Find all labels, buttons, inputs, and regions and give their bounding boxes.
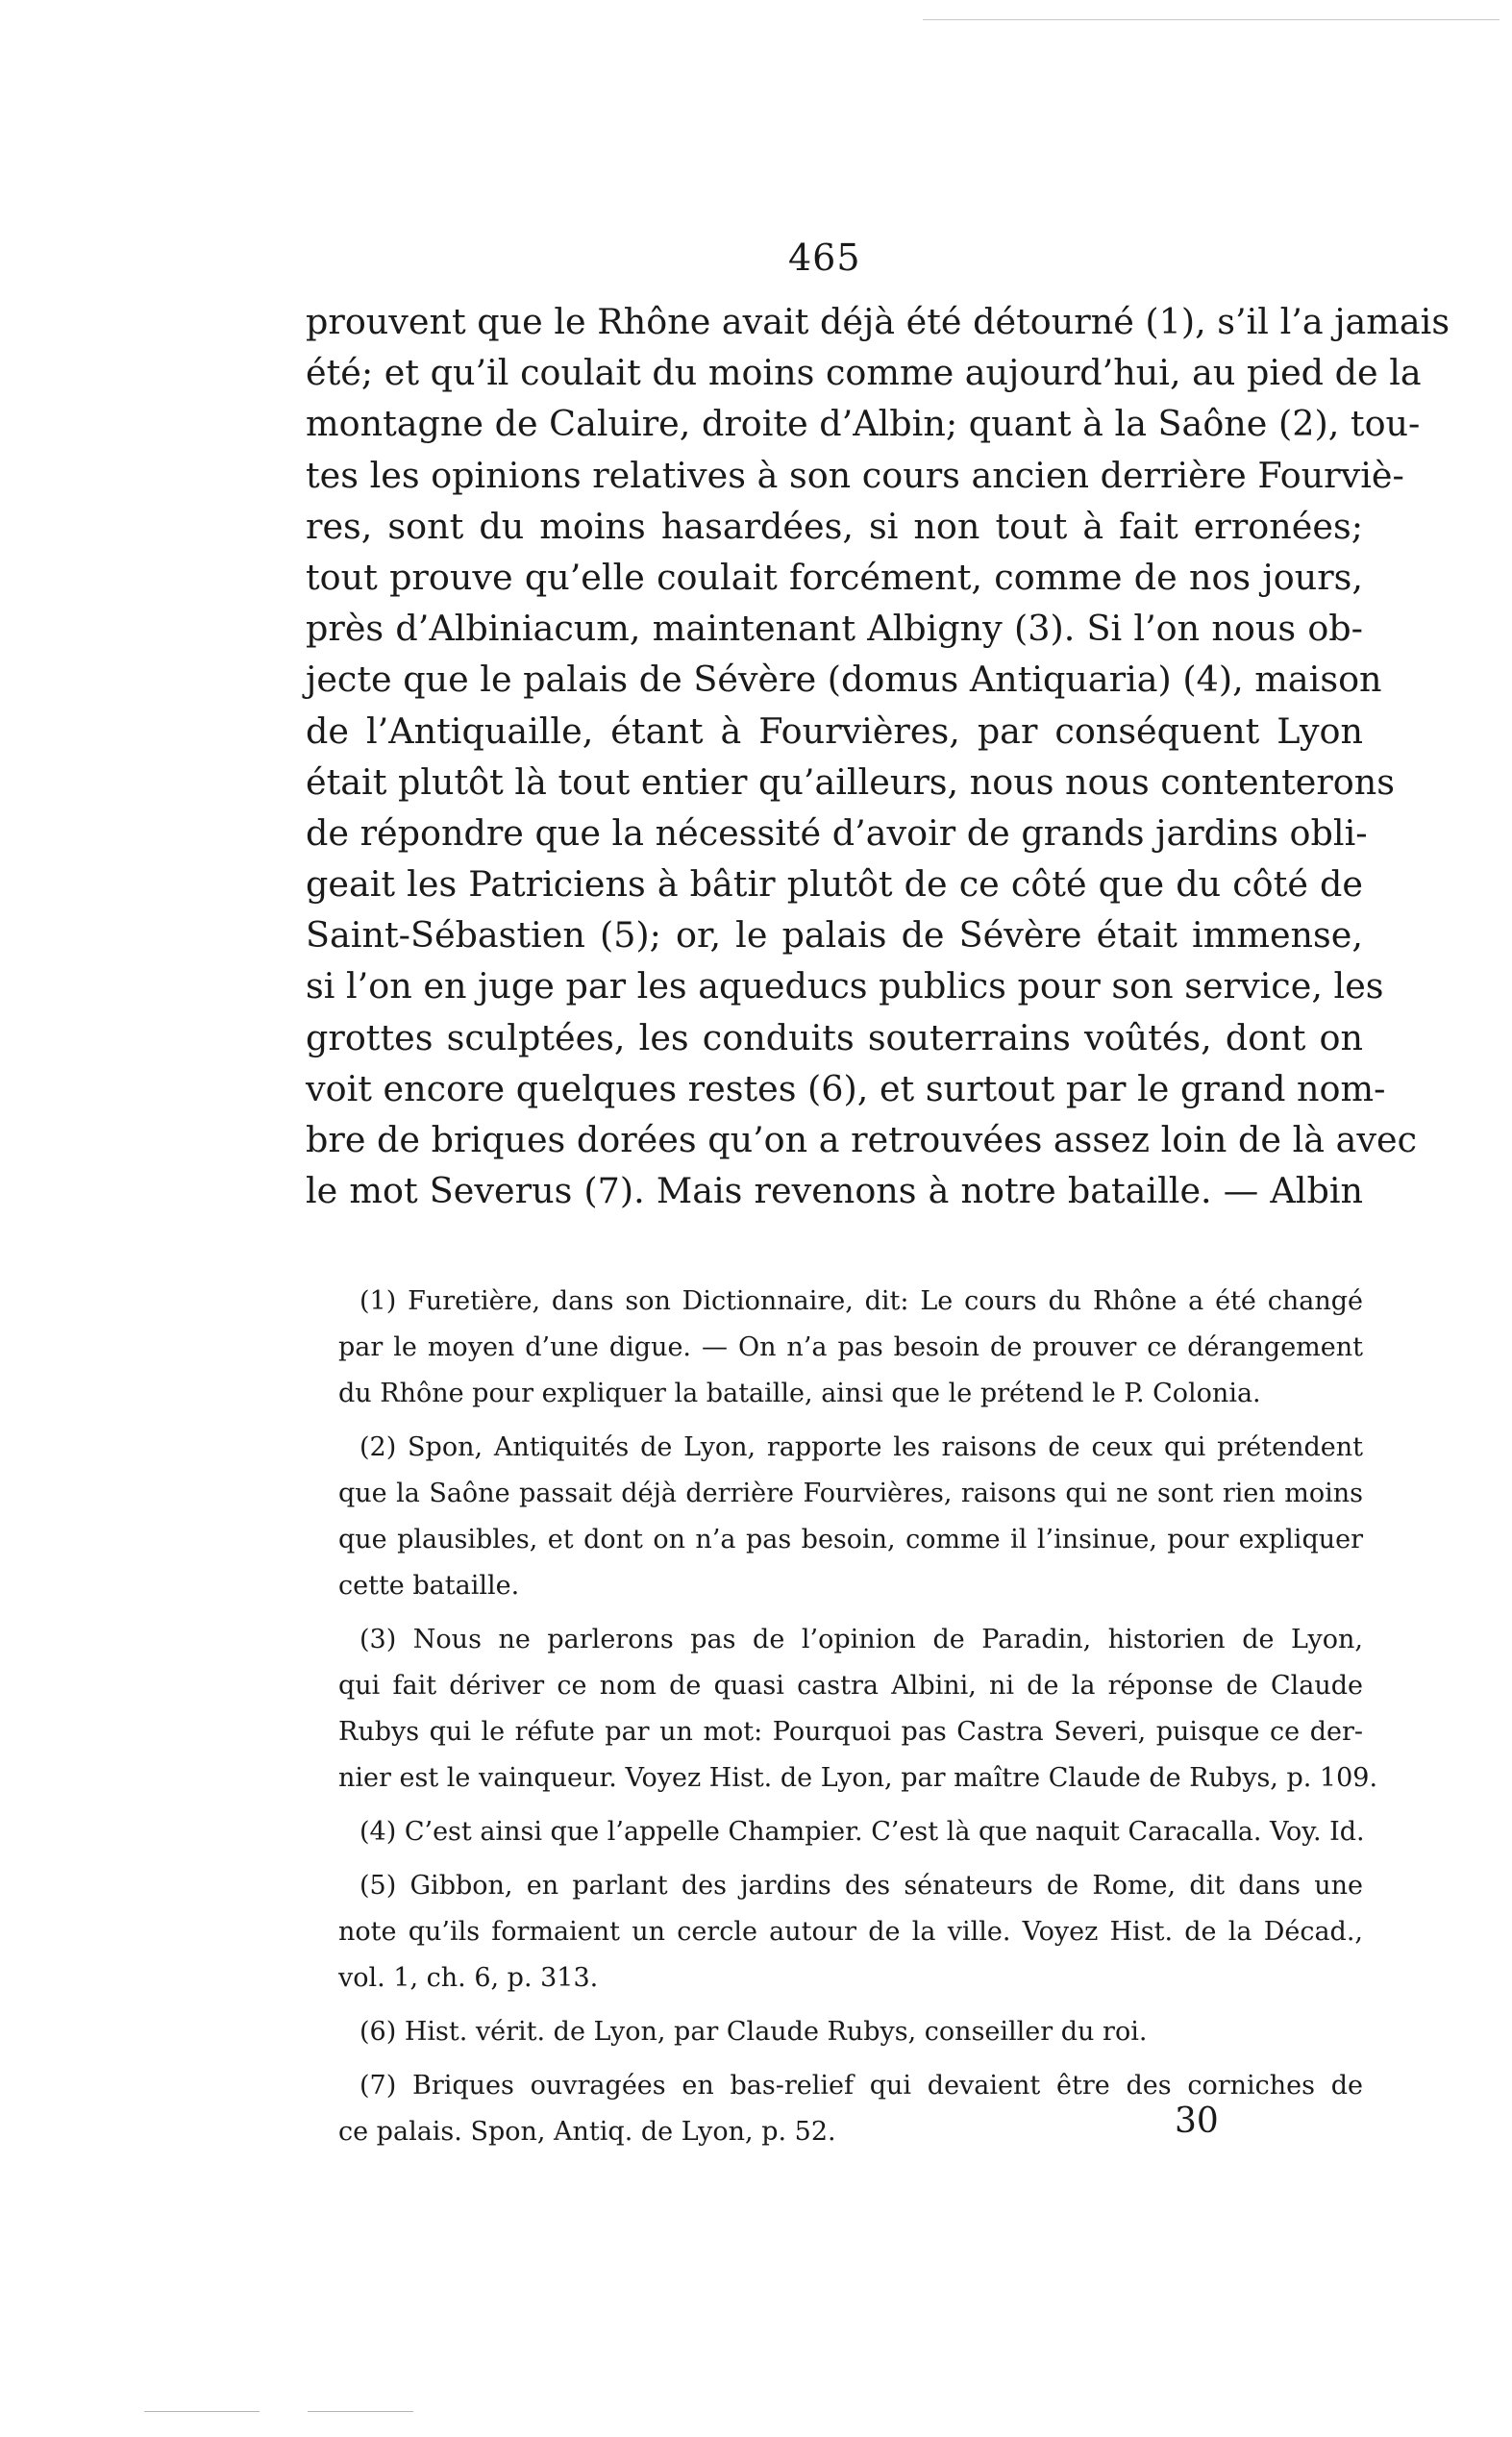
footnote-4 xyxy=(338,1809,1363,1855)
text-line: Saint-Sébastien (5); or, le palais de Sévère était immense, xyxy=(306,914,1363,957)
footnote-5 xyxy=(338,1863,1363,2002)
text-line: grottes sculptées, les conduits souterrains voûtés, dont on xyxy=(306,1016,1363,1058)
text-line: de l’Antiquaille, étant à Fourvières, par conséquent Lyon xyxy=(306,709,1363,752)
text-line: près d’Albiniacum, maintenant Albigny (3). Si l’on nous ob- xyxy=(306,608,1363,650)
footnote-1 xyxy=(338,1279,1363,1417)
main-text-body xyxy=(306,296,1450,1216)
text-line: geait les Patriciens à bâtir plutôt de ce côté que du côté de xyxy=(306,863,1363,906)
footnote-line: (5) Gibbon, en parlant des jardins des sénateurs de Rome, dit dans une xyxy=(359,1871,1363,1901)
text-line: res, sont du moins hasardées, si non tout à fait erronées; xyxy=(306,505,1363,547)
footnote-2 xyxy=(338,1425,1363,1609)
text-line: jecte que le palais de Sévère (domus Antiquaria) (4), maison xyxy=(306,659,1382,701)
text-line: montagne de Caluire, droite d’Albin; quant à la Saône (2), tou- xyxy=(306,403,1421,445)
text-line: si l’on en juge par les aqueducs publics pour son service, les xyxy=(306,965,1384,1007)
footnote-line: qui fait dériver ce nom de quasi castra Albini, ni de la réponse de Claude xyxy=(338,1671,1363,1701)
page-number: 465 xyxy=(788,236,861,279)
text-line: prouvent que le Rhône avait déjà été détourné (1), s’il l’a jamais xyxy=(306,301,1450,342)
footnote-line: Rubys qui le réfute par un mot: Pourquoi pas Castra Severi, puisque ce der- xyxy=(338,1717,1363,1747)
text-line: était plutôt là tout entier qu’ailleurs, nous nous contenterons xyxy=(306,760,1396,803)
footnote-3 xyxy=(338,1617,1378,1802)
footnote-line: (7) Briques ouvragées en bas-relief qui devaient être des corniches de xyxy=(359,2071,1363,2101)
signature-mark: 30 xyxy=(1175,2101,1219,2141)
text-line: tes les opinions relatives à son cours ancien derrière Fourviè- xyxy=(306,454,1404,496)
bottom-edge-mark xyxy=(144,2411,260,2412)
footnote-line: (3) Nous ne parlerons pas de l’opinion de Paradin, historien de Lyon, xyxy=(359,1625,1363,1654)
footnotes xyxy=(338,1279,1378,2163)
footnote-line: ce palais. Spon, Antiq. de Lyon, p. 52. xyxy=(338,2117,836,2147)
text-line: voit encore quelques restes (6), et surtout par le grand nom- xyxy=(306,1067,1386,1109)
footnote-line: du Rhône pour expliquer la bataille, ainsi que le prétend le P. Colonia. xyxy=(338,1379,1261,1408)
footnote-6 xyxy=(338,2009,1363,2055)
footnote-line: que plausibles, et dont on n’a pas besoin, comme il l’insinue, pour expliquer xyxy=(338,1525,1363,1554)
text-line: bre de briques dorées qu’on a retrouvées assez loin de là avec xyxy=(306,1119,1418,1160)
footnote-line: cette bataille. xyxy=(338,1571,520,1601)
footnote-line: note qu’ils formaient un cercle autour de la ville. Voyez Hist. de la Décad., xyxy=(338,1917,1363,1947)
footnote-line: par le moyen d’une digue. — On n’a pas besoin de prouver ce dérangement xyxy=(338,1332,1363,1362)
footnote-line: (4) C’est ainsi que l’appelle Champier. C’est là que naquit Caracalla. Voy. Id. xyxy=(359,1817,1365,1847)
footnote-line: vol. 1, ch. 6, p. 313. xyxy=(338,1963,599,1993)
top-edge-mark xyxy=(923,19,1500,20)
text-line: de répondre que la nécessité d’avoir de grands jardins obli- xyxy=(306,811,1368,854)
text-line: le mot Severus (7). Mais revenons à notre bataille. — Albin xyxy=(306,1170,1363,1212)
footnote-line: (6) Hist. vérit. de Lyon, par Claude Rubys, conseiller du roi. xyxy=(359,2017,1148,2047)
footnote-line: (2) Spon, Antiquités de Lyon, rapporte les raisons de ceux qui prétendent xyxy=(359,1432,1363,1462)
bottom-edge-mark xyxy=(308,2411,413,2412)
footnote-line: nier est le vainqueur. Voyez Hist. de Lyon, par maître Claude de Rubys, p. 109. xyxy=(338,1763,1378,1793)
text-line: été; et qu’il coulait du moins comme aujourd’hui, au pied de la xyxy=(306,352,1422,394)
footnote-line: (1) Furetière, dans son Dictionnaire, dit: Le cours du Rhône a été changé xyxy=(359,1286,1363,1316)
text-line: tout prouve qu’elle coulait forcément, comme de nos jours, xyxy=(306,556,1363,598)
footnote-line: que la Saône passait déjà derrière Fourvières, raisons qui ne sont rien moins xyxy=(338,1479,1363,1508)
